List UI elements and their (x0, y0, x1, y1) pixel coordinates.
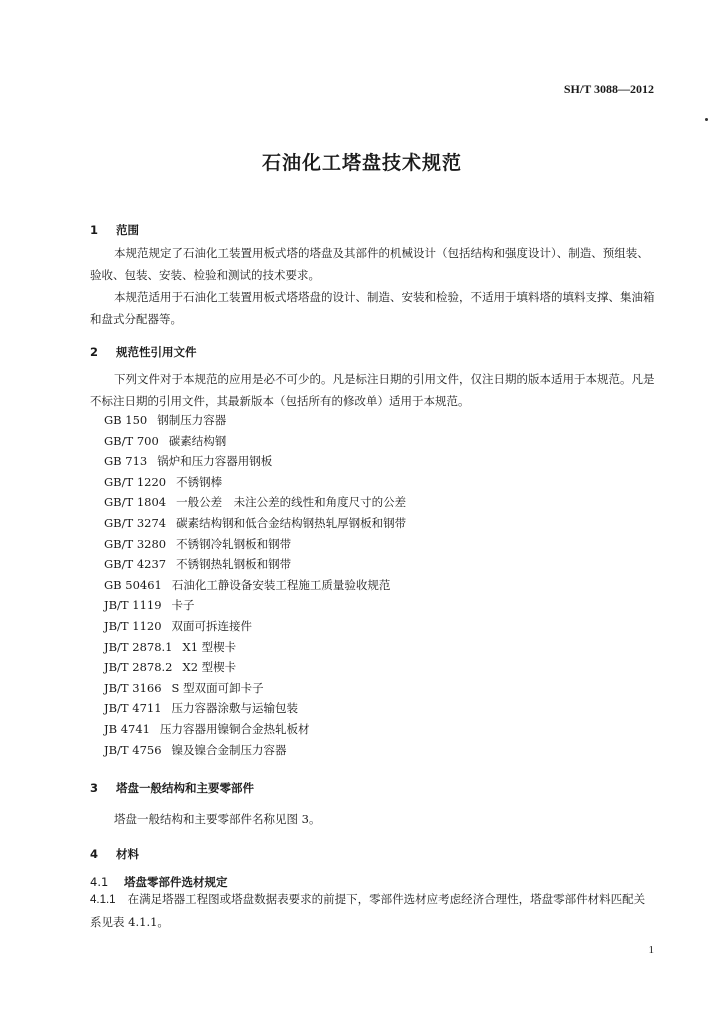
page-number: 1 (648, 944, 654, 956)
reference-item (104, 577, 390, 593)
clause-4-1-1-text: 在满足塔器工程图或塔盘数据表要求的前提下，零部件选材应考虑经济合理性，塔盘零部件材料匹配关系见表 4.1.1。 (90, 892, 646, 929)
reference-name: 一般公差 未注公差的线性和角度尺寸的公差 (176, 495, 407, 510)
reference-item (104, 433, 226, 449)
reference-name: 压力容器用镍铜合金热轧板材 (159, 722, 310, 736)
reference-item (104, 494, 406, 510)
reference-code: JB/T 2878.2 (104, 660, 173, 675)
section-1-title: 范围 (116, 223, 139, 237)
reference-item (104, 515, 406, 531)
clause-4-1-1 (90, 888, 656, 933)
reference-code: GB/T 700 (104, 433, 159, 448)
reference-name: 碳素结构钢 (168, 433, 227, 448)
reference-code: GB/T 1804 (104, 495, 167, 510)
reference-code: JB/T 1120 (104, 619, 162, 633)
reference-code: GB/T 3280 (104, 536, 167, 551)
section-2-title: 规范性引用文件 (116, 345, 197, 359)
reference-item (104, 721, 309, 737)
reference-item (104, 700, 298, 716)
reference-code: GB/T 4237 (104, 557, 167, 572)
reference-code: GB 713 (104, 454, 148, 469)
reference-name: S 型双面可卸卡子 (171, 680, 264, 695)
reference-code: JB/T 4756 (104, 742, 162, 757)
reference-code: JB/T 4711 (104, 701, 162, 716)
reference-name: 石油化工静设备安装工程施工质量验收规范 (171, 577, 391, 592)
section-1-heading (90, 222, 139, 238)
section-3-number: 3 (90, 781, 99, 795)
reference-name: 卡子 (171, 598, 195, 613)
section-4-heading (90, 846, 139, 862)
subsection-4-1-title: 塔盘零部件选材规定 (124, 875, 228, 889)
reference-item (104, 639, 236, 655)
standard-code: SH/T 3088—2012 (563, 82, 654, 96)
reference-item (104, 742, 287, 758)
reference-name: 不锈钢冷轧钢板和钢带 (176, 536, 292, 551)
reference-name: 锅炉和压力容器用钢板 (157, 454, 273, 469)
reference-code: JB/T 1119 (104, 598, 162, 613)
reference-name: 不锈钢热轧钢板和钢带 (176, 557, 292, 572)
reference-code: GB 150 (104, 413, 148, 427)
reference-item (104, 659, 236, 675)
reference-name: 双面可拆连接件 (171, 619, 253, 633)
reference-item (104, 618, 252, 634)
section-2-intro: 下列文件对于本规范的应用是必不可少的。凡是标注日期的引用文件，仅注日期的版本适用于本规范。凡是不标注日期的引用文件，其最新版本（包括所有的修改单）适用于本规范。 (90, 372, 655, 408)
reference-code: GB/T 1220 (104, 474, 167, 489)
reference-code: JB 4741 (104, 722, 150, 736)
section-1-paragraph-2: 本规范适用于石油化工装置用板式塔塔盘的设计、制造、安装和检验，不适用于填料塔的填料支撑、集油箱和盘式分配器等。 (90, 290, 655, 326)
section-3-title: 塔盘一般结构和主要零部件 (116, 781, 254, 795)
section-3-heading (90, 780, 254, 796)
subsection-4-1-number: 4.1 (90, 875, 109, 889)
section-4-title: 材料 (116, 847, 139, 861)
reference-name: 钢制压力容器 (157, 413, 227, 427)
document-title: 石油化工塔盘技术规范 (261, 152, 462, 174)
reference-item (104, 474, 222, 490)
reference-code: JB/T 3166 (104, 680, 162, 695)
reference-name: 碳素结构钢和低合金结构钢热轧厚钢板和钢带 (176, 516, 407, 530)
reference-code: GB 50461 (104, 577, 162, 592)
reference-item (104, 680, 264, 696)
section-1-number: 1 (90, 223, 99, 237)
reference-item (104, 453, 272, 469)
reference-name: X1 型楔卡 (182, 639, 237, 654)
reference-name: X2 型楔卡 (182, 660, 237, 675)
reference-code: JB/T 2878.1 (104, 639, 173, 654)
reference-name: 镍及镍合金制压力容器 (171, 742, 287, 757)
section-4-number: 4 (90, 847, 99, 861)
reference-item (104, 536, 291, 552)
reference-item (104, 597, 195, 613)
section-1-paragraph-1: 本规范规定了石油化工装置用板式塔的塔盘及其部件的机械设计（包括结构和强度设计）、制造、预组装、验收、包装、安装、检验和测试的技术要求。 (90, 246, 649, 282)
clause-4-1-1-number: 4.1.1 (90, 894, 116, 906)
reference-item (104, 556, 291, 572)
reference-item (104, 412, 226, 428)
section-3-paragraph: 塔盘一般结构和主要零部件名称见图 3。 (114, 812, 321, 826)
scan-dot (705, 118, 708, 121)
reference-name: 压力容器涂敷与运输包装 (171, 701, 299, 716)
section-2-heading (90, 344, 197, 360)
reference-code: GB/T 3274 (104, 516, 167, 530)
section-2-number: 2 (90, 345, 99, 359)
reference-name: 不锈钢棒 (176, 474, 223, 489)
